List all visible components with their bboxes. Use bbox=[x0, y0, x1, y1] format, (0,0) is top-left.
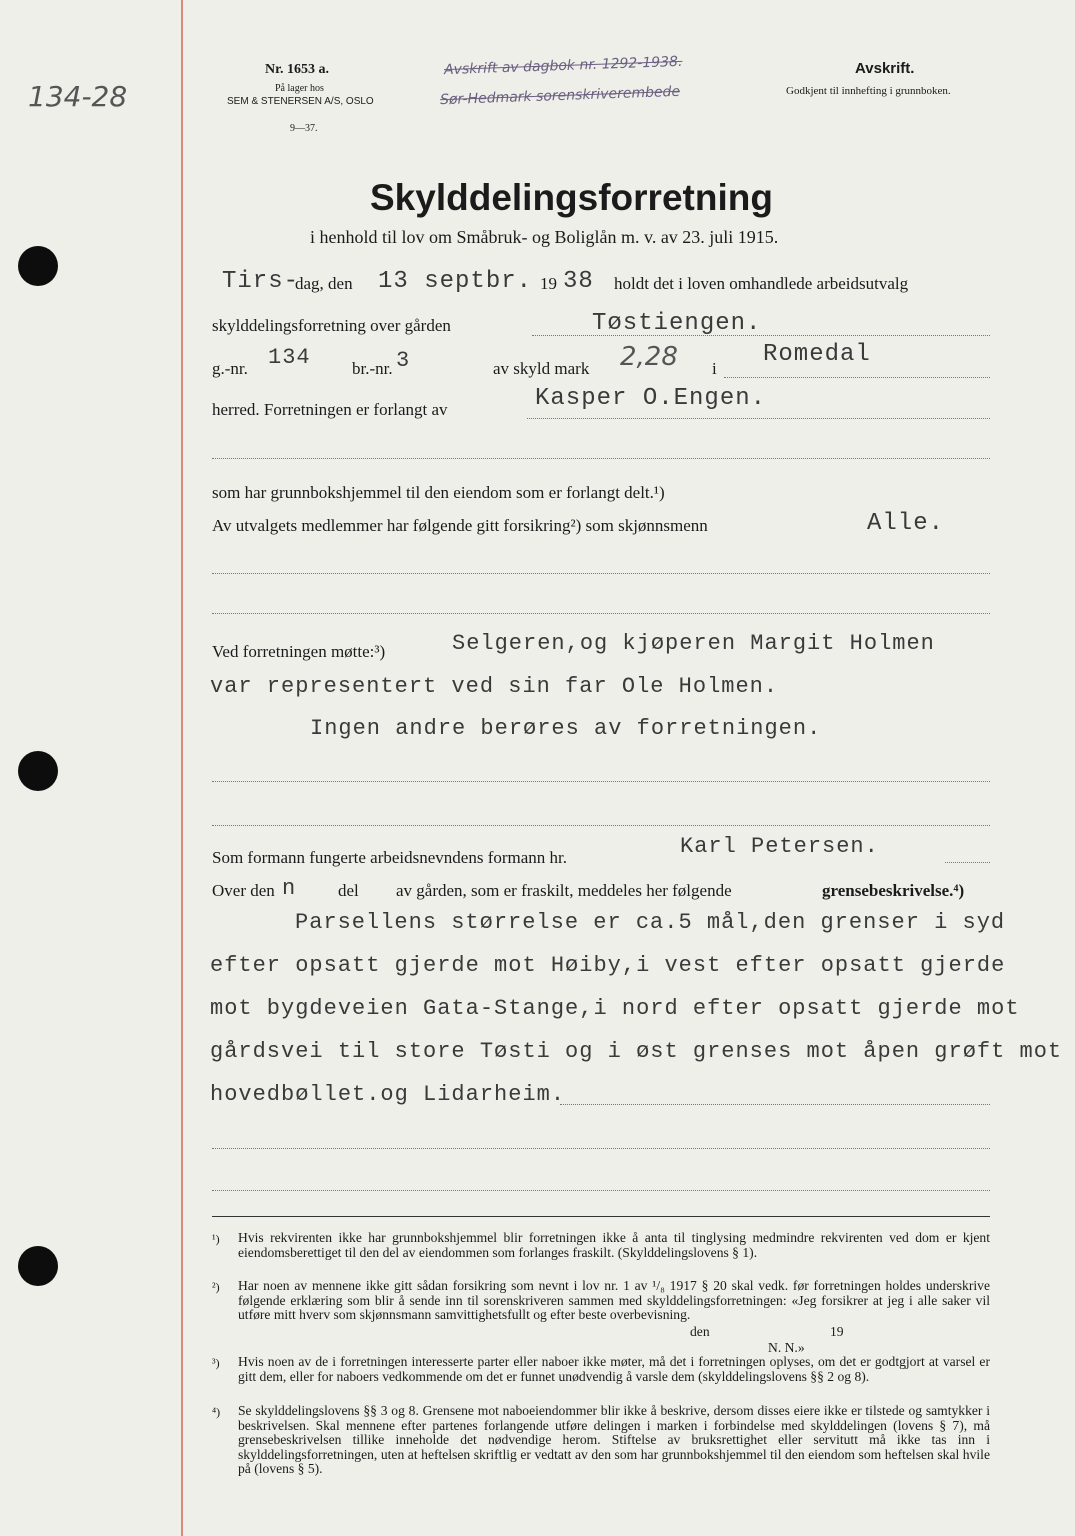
margin-note: 134-28 bbox=[28, 80, 128, 113]
footnote-3-number: ³) bbox=[212, 1356, 220, 1370]
chair-value: Karl Petersen. bbox=[680, 834, 879, 859]
chair-dotline bbox=[945, 862, 990, 863]
margin-line bbox=[181, 0, 183, 1536]
footnote-rule bbox=[212, 1216, 990, 1217]
footnote-4-text: Se skylddelingslovens §§ 3 og 8. Grensene mot naboeiendommer blir ikke å beskrive, dersom disses eiere ikke er tilstede og samtykker i beskrivelsen. Skal mennene efter partenes forlangende utføre delingen i marken i forbindelse med skylddelingen (lovens § 7), må grensebeskrivelsen tillike inneholde det nødvendige herom. Stiftelse av bruksrettighet eller servitutt må ikke tas inn i skylddelingsforretningen, uten at heftelsen skriftlig er vedtatt av den som har grunnbokshjemmel til den eiendom som heftelsen skal hvile på (lovens § 5). bbox=[238, 1403, 990, 1476]
boundary-part: n bbox=[282, 876, 297, 901]
blank-dotline-2 bbox=[212, 573, 990, 574]
assurance-label: Av utvalgets medlemmer har følgende gitt forsikring²) som skjønnsmenn bbox=[212, 516, 708, 535]
weekday-prefix: Tirs- bbox=[222, 268, 300, 295]
gnr-label: g.-nr. bbox=[212, 359, 248, 378]
copy-label: Avskrift. bbox=[855, 60, 915, 77]
punch-hole-bottom bbox=[18, 1246, 58, 1286]
blank-dotline-7 bbox=[212, 1190, 990, 1191]
skyld-value: 2,28 bbox=[620, 342, 678, 372]
boundary-prefix: Over den bbox=[212, 881, 275, 900]
blank-dotline-6 bbox=[212, 1148, 990, 1149]
attendance-value-2: var representert ved sin far Ole Holmen. bbox=[210, 674, 779, 699]
description-line-2: efter opsatt gjerde mot Høiby,i vest efter opsatt gjerde bbox=[210, 953, 1006, 978]
footnote-2-number: ²) bbox=[212, 1280, 220, 1294]
date-label: dag, den bbox=[295, 274, 353, 293]
date-value: 13 septbr. bbox=[378, 268, 533, 295]
year-prefix: 19 bbox=[540, 274, 557, 293]
attendance-value-1: Selgeren,og kjøperen Margit Holmen bbox=[452, 631, 935, 656]
line1-rest: holdt det i loven omhandlede arbeidsutvalg bbox=[614, 274, 909, 293]
deed-holder-note: som har grunnbokshjemmel til den eiendom som er forlangt delt.¹) bbox=[212, 483, 665, 502]
punch-hole-middle bbox=[18, 751, 58, 791]
footnote-1-text: Hvis rekvirenten ikke har grunnbokshjemmel blir forretningen ikke å anta til tinglysing medmindre rekvirenten ved dom er kjent eiendomsberettiget til den del av eiendommen som forlanges fraskilt. (Skylddelingslovens § 1). bbox=[238, 1230, 990, 1260]
boundary-heading: grensebeskrivelse.⁴) bbox=[822, 881, 965, 900]
description-line-5: hovedbøllet.og Lidarheim. bbox=[210, 1082, 566, 1107]
description-line-4: gårdsvei til store Tøsti og i øst grenses mot åpen grøft mot bbox=[210, 1039, 1063, 1064]
copy-approval: Godkjent til innhefting i grunnboken. bbox=[786, 85, 951, 97]
farm-value: Tøstiengen. bbox=[592, 310, 762, 337]
boundary-del: del bbox=[338, 881, 359, 900]
chair-label: Som formann fungerte arbeidsnevndens formann hr. bbox=[212, 848, 568, 867]
attendance-value-3: Ingen andre berøres av forretningen. bbox=[310, 716, 822, 741]
footnote-2-year: 19 bbox=[830, 1324, 844, 1339]
skyld-label: av skyld mark bbox=[493, 359, 590, 378]
footnote-4-number: ⁴) bbox=[212, 1405, 221, 1419]
publisher-line1: På lager hos bbox=[275, 83, 324, 94]
description-line-3: mot bygdeveien Gata-Stange,i nord efter opsatt gjerde mot bbox=[210, 996, 1020, 1021]
gnr-value: 134 bbox=[268, 345, 311, 370]
description-line-1: Parsellens størrelse er ca.5 mål,den grenser i syd bbox=[295, 910, 1006, 935]
bnr-value: 3 bbox=[396, 348, 411, 373]
blank-dotline-5 bbox=[212, 825, 990, 826]
document-subtitle: i henhold til lov om Småbruk- og Boliglån m. v. av 23. juli 1915. bbox=[310, 227, 779, 247]
blank-dotline-4 bbox=[212, 781, 990, 782]
form-number: Nr. 1653 a. bbox=[265, 62, 330, 77]
blank-dotline-3 bbox=[212, 613, 990, 614]
farm-label: skylddelingsforretning over gården bbox=[212, 316, 451, 335]
boundary-text: av gården, som er fraskilt, meddeles her følgende bbox=[396, 881, 732, 900]
requester-dotline bbox=[527, 418, 990, 419]
bnr-label: br.-nr. bbox=[352, 359, 393, 378]
attendance-label: Ved forretningen møtte:³) bbox=[212, 642, 386, 661]
footnote-2-text: Har noen av mennene ikke gitt sådan forsikring som nevnt i lov nr. 1 av ¹/₈ 1917 § 20 skal vedk. før forretningen holdes underskrive følgende erklæring som blir å sende inn til sorenskriveren sammen med skylddelingsforretningen: «Jeg forsikrer at jeg i alle saker vil utføre mitt hverv som skjønnsmann samvittighetsfullt og efter beste overbevisning. bbox=[238, 1278, 990, 1322]
municipality-dotline bbox=[724, 377, 990, 378]
footnote-2-signature: N. N.» bbox=[768, 1340, 805, 1355]
requester-value: Kasper O.Engen. bbox=[535, 385, 767, 412]
blank-dotline-1 bbox=[212, 458, 990, 459]
punch-hole-top bbox=[18, 246, 58, 286]
footnote-2-den: den bbox=[690, 1324, 710, 1339]
municipality-value: Romedal bbox=[763, 341, 871, 368]
assurance-value: Alle. bbox=[867, 510, 945, 537]
footnote-3-text: Hvis noen av de i forretningen interesserte parter eller naboer ikke møter, må det i forretningen oplyses, om det er godtgjort at varsel er gitt dem, eller for naboers vedkommende om det er funnet unødvendig å varsle dem (skylddelingslovens §§ 2 og 8). bbox=[238, 1354, 990, 1384]
document-title: Skylddelingsforretning bbox=[370, 177, 773, 218]
municipality-i: i bbox=[712, 359, 717, 378]
form-edition: 9—37. bbox=[290, 123, 318, 134]
requester-label: herred. Forretningen er forlangt av bbox=[212, 400, 448, 419]
footnote-1-number: ¹) bbox=[212, 1232, 220, 1246]
year-value: 38 bbox=[563, 268, 594, 295]
description-dotline bbox=[560, 1104, 990, 1105]
stamp-line1: Avskrift av dagbok nr. 1292-1938. bbox=[443, 53, 683, 79]
publisher-line2: SEM & STENERSEN A/S, OSLO bbox=[227, 96, 374, 107]
stamp-line2: Sør-Hedmark sorenskriverembede bbox=[439, 83, 681, 109]
